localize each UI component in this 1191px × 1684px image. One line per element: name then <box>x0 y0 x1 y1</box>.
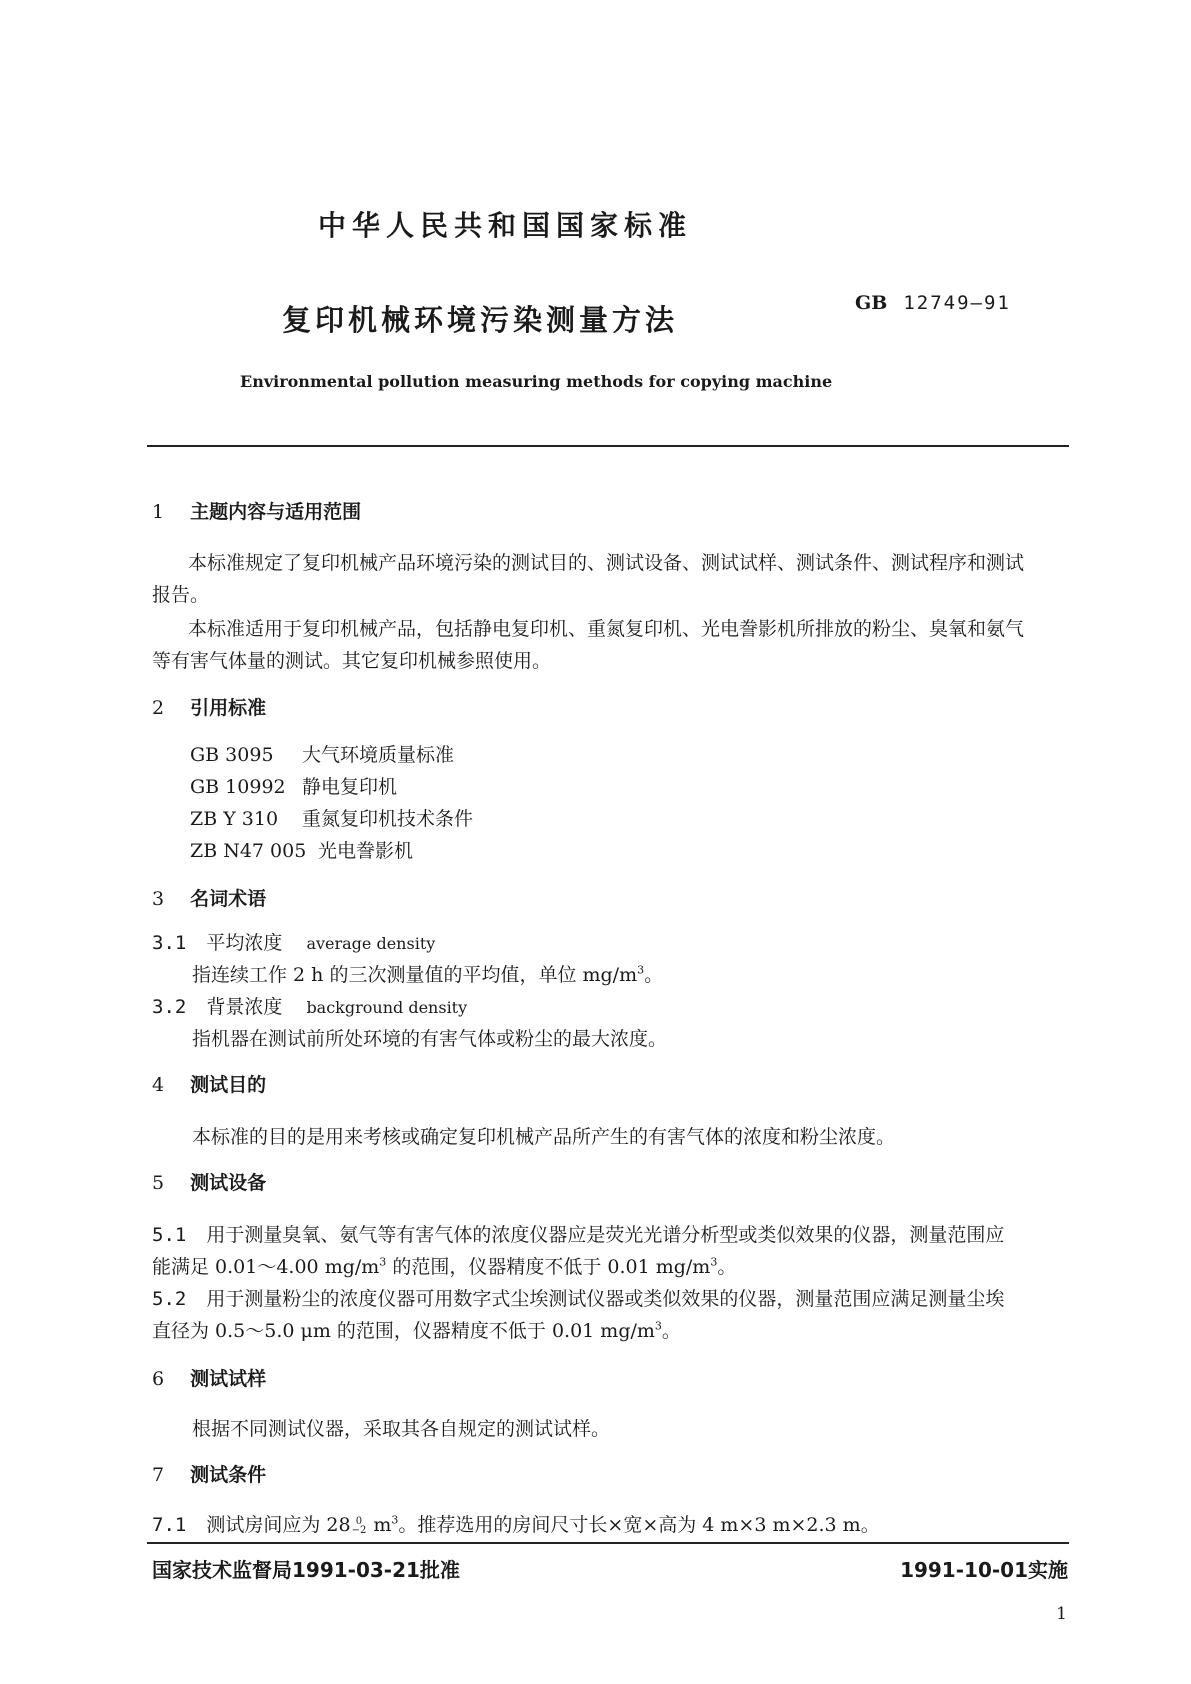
section-4-heading <box>152 1070 266 1097</box>
page-number: 1 <box>1056 1604 1067 1624</box>
section-6-paragraph: 根据不同测试仪器，采取其各自规定的测试试样。 <box>192 1418 611 1440</box>
section-5-title: 测试设备 <box>190 1172 267 1194</box>
item-5-1-line-2 <box>152 1252 736 1279</box>
item-7-1 <box>152 1510 880 1537</box>
standard-code-number: 12749—91 <box>903 292 1011 314</box>
tolerance-lower: −2 <box>351 1525 367 1536</box>
reference-code: ZB Y 310 <box>190 808 279 830</box>
item-5-2-line-2 <box>152 1316 681 1343</box>
section-1-heading <box>152 497 361 524</box>
section-4-number: 4 <box>152 1074 165 1096</box>
section-7-title: 测试条件 <box>190 1464 267 1486</box>
term-3-2 <box>152 992 467 1019</box>
superscript: 3 <box>710 1255 718 1269</box>
section-2-heading <box>152 693 266 720</box>
section-5-heading <box>152 1168 266 1195</box>
term-3-2-definition: 指机器在测试前所处环境的有害气体或粉尘的最大浓度。 <box>192 1028 668 1050</box>
tolerance <box>352 1517 367 1535</box>
section-7-number: 7 <box>152 1464 165 1486</box>
item-5-1-end: 。 <box>717 1256 737 1278</box>
national-standard-title: 中华人民共和国国家标准 <box>318 209 693 242</box>
section-1-title: 主题内容与适用范围 <box>190 501 362 523</box>
section-1-paragraph-1-line-2: 报告。 <box>152 584 210 606</box>
reference-name: 大气环境质量标准 <box>302 744 455 766</box>
standard-code-prefix: GB <box>855 292 888 314</box>
section-1-number: 1 <box>152 501 165 523</box>
superscript: 3 <box>654 1319 662 1333</box>
term-3-1 <box>152 928 435 955</box>
reference-name: 重氮复印机技术条件 <box>302 808 474 830</box>
section-1-paragraph-2-line-1: 本标准适用于复印机械产品，包括静电复印机、重氮复印机、光电誊影机所排放的粉尘、臭氧和氨气 <box>188 618 1025 640</box>
footer-divider <box>147 1542 1069 1544</box>
section-3-heading <box>152 884 266 911</box>
document-title: 复印机械环境污染测量方法 <box>282 303 679 337</box>
section-3-number: 3 <box>152 888 165 910</box>
superscript: 3 <box>637 963 645 977</box>
term-3-2-chinese: 背景浓度 <box>206 996 283 1018</box>
reference-item <box>190 740 454 767</box>
term-3-1-number: 3.1 <box>152 932 187 954</box>
item-5-2-end: 。 <box>661 1320 681 1342</box>
item-5-2-text: 用于测量粉尘的浓度仪器可用数字式尘埃测试仪器或类似效果的仪器，测量范围应满足测量尘埃 <box>206 1288 1005 1310</box>
term-3-1-definition-end: 。 <box>644 964 664 986</box>
section-2-title: 引用标准 <box>190 697 267 719</box>
item-5-2-number: 5.2 <box>152 1288 187 1310</box>
reference-code: GB 3095 <box>190 744 274 766</box>
section-1-paragraph-1-line-1: 本标准规定了复印机械产品环境污染的测试目的、测试设备、测试试样、测试条件、测试程序和测试 <box>188 552 1025 574</box>
section-6-heading <box>152 1364 266 1391</box>
term-3-1-english: average density <box>306 934 436 953</box>
section-5-number: 5 <box>152 1172 165 1194</box>
section-3-title: 名词术语 <box>190 888 267 910</box>
approval-statement: 国家技术监督局1991-03-21批准 <box>152 1558 460 1582</box>
reference-code: ZB N47 005 <box>190 840 307 862</box>
section-4-title: 测试目的 <box>190 1074 267 1096</box>
tolerance-upper: 0 <box>355 1516 363 1527</box>
superscript: 3 <box>391 1513 399 1527</box>
unit: m <box>367 1514 392 1536</box>
section-6-number: 6 <box>152 1368 165 1390</box>
reference-name: 静电复印机 <box>302 776 398 798</box>
header-divider <box>147 445 1069 447</box>
item-5-1-precision: 的范围，仪器精度不低于 0.01 mg/m <box>386 1256 711 1278</box>
item-5-1-line-1 <box>152 1220 1004 1247</box>
item-5-1-number: 5.1 <box>152 1224 187 1246</box>
reference-code: GB 10992 <box>190 776 286 798</box>
item-7-1-number: 7.1 <box>152 1514 187 1536</box>
section-7-heading <box>152 1460 266 1487</box>
term-3-1-chinese: 平均浓度 <box>206 932 283 954</box>
section-2-number: 2 <box>152 697 165 719</box>
reference-item <box>190 772 397 799</box>
section-4-paragraph: 本标准的目的是用来考核或确定复印机械产品所产生的有害气体的浓度和粉尘浓度。 <box>192 1126 896 1148</box>
english-title: Environmental pollution measuring methods for copying machine <box>240 372 833 391</box>
section-1-paragraph-2-line-2: 等有害气体量的测试。其它复印机械参照使用。 <box>152 650 552 672</box>
item-5-2-range: 直径为 0.5～5.0 μm 的范围，仪器精度不低于 0.01 mg/m <box>152 1320 655 1342</box>
item-5-1-range: 能满足 0.01～4.00 mg/m <box>152 1256 380 1278</box>
term-3-1-definition <box>192 960 663 987</box>
term-3-2-english: background density <box>306 998 468 1017</box>
reference-item <box>190 804 473 831</box>
section-6-title: 测试试样 <box>190 1368 267 1390</box>
reference-item <box>190 836 413 863</box>
term-3-2-number: 3.2 <box>152 996 187 1018</box>
item-5-1-text: 用于测量臭氧、氨气等有害气体的浓度仪器应是荧光光谱分析型或类似效果的仪器，测量范围应 <box>206 1224 1005 1246</box>
standard-code <box>855 292 1011 314</box>
effective-date: 1991-10-01实施 <box>900 1558 1068 1582</box>
superscript: 3 <box>379 1255 387 1269</box>
reference-name: 光电誊影机 <box>318 840 414 862</box>
item-7-1-text: 测试房间应为 28 <box>206 1514 351 1536</box>
item-5-2-line-1 <box>152 1284 1004 1311</box>
item-7-1-room-size: 。推荐选用的房间尺寸长×宽×高为 4 m×3 m×2.3 m。 <box>398 1514 880 1536</box>
term-3-1-definition-text: 指连续工作 2 h 的三次测量值的平均值，单位 mg/m <box>192 964 638 986</box>
